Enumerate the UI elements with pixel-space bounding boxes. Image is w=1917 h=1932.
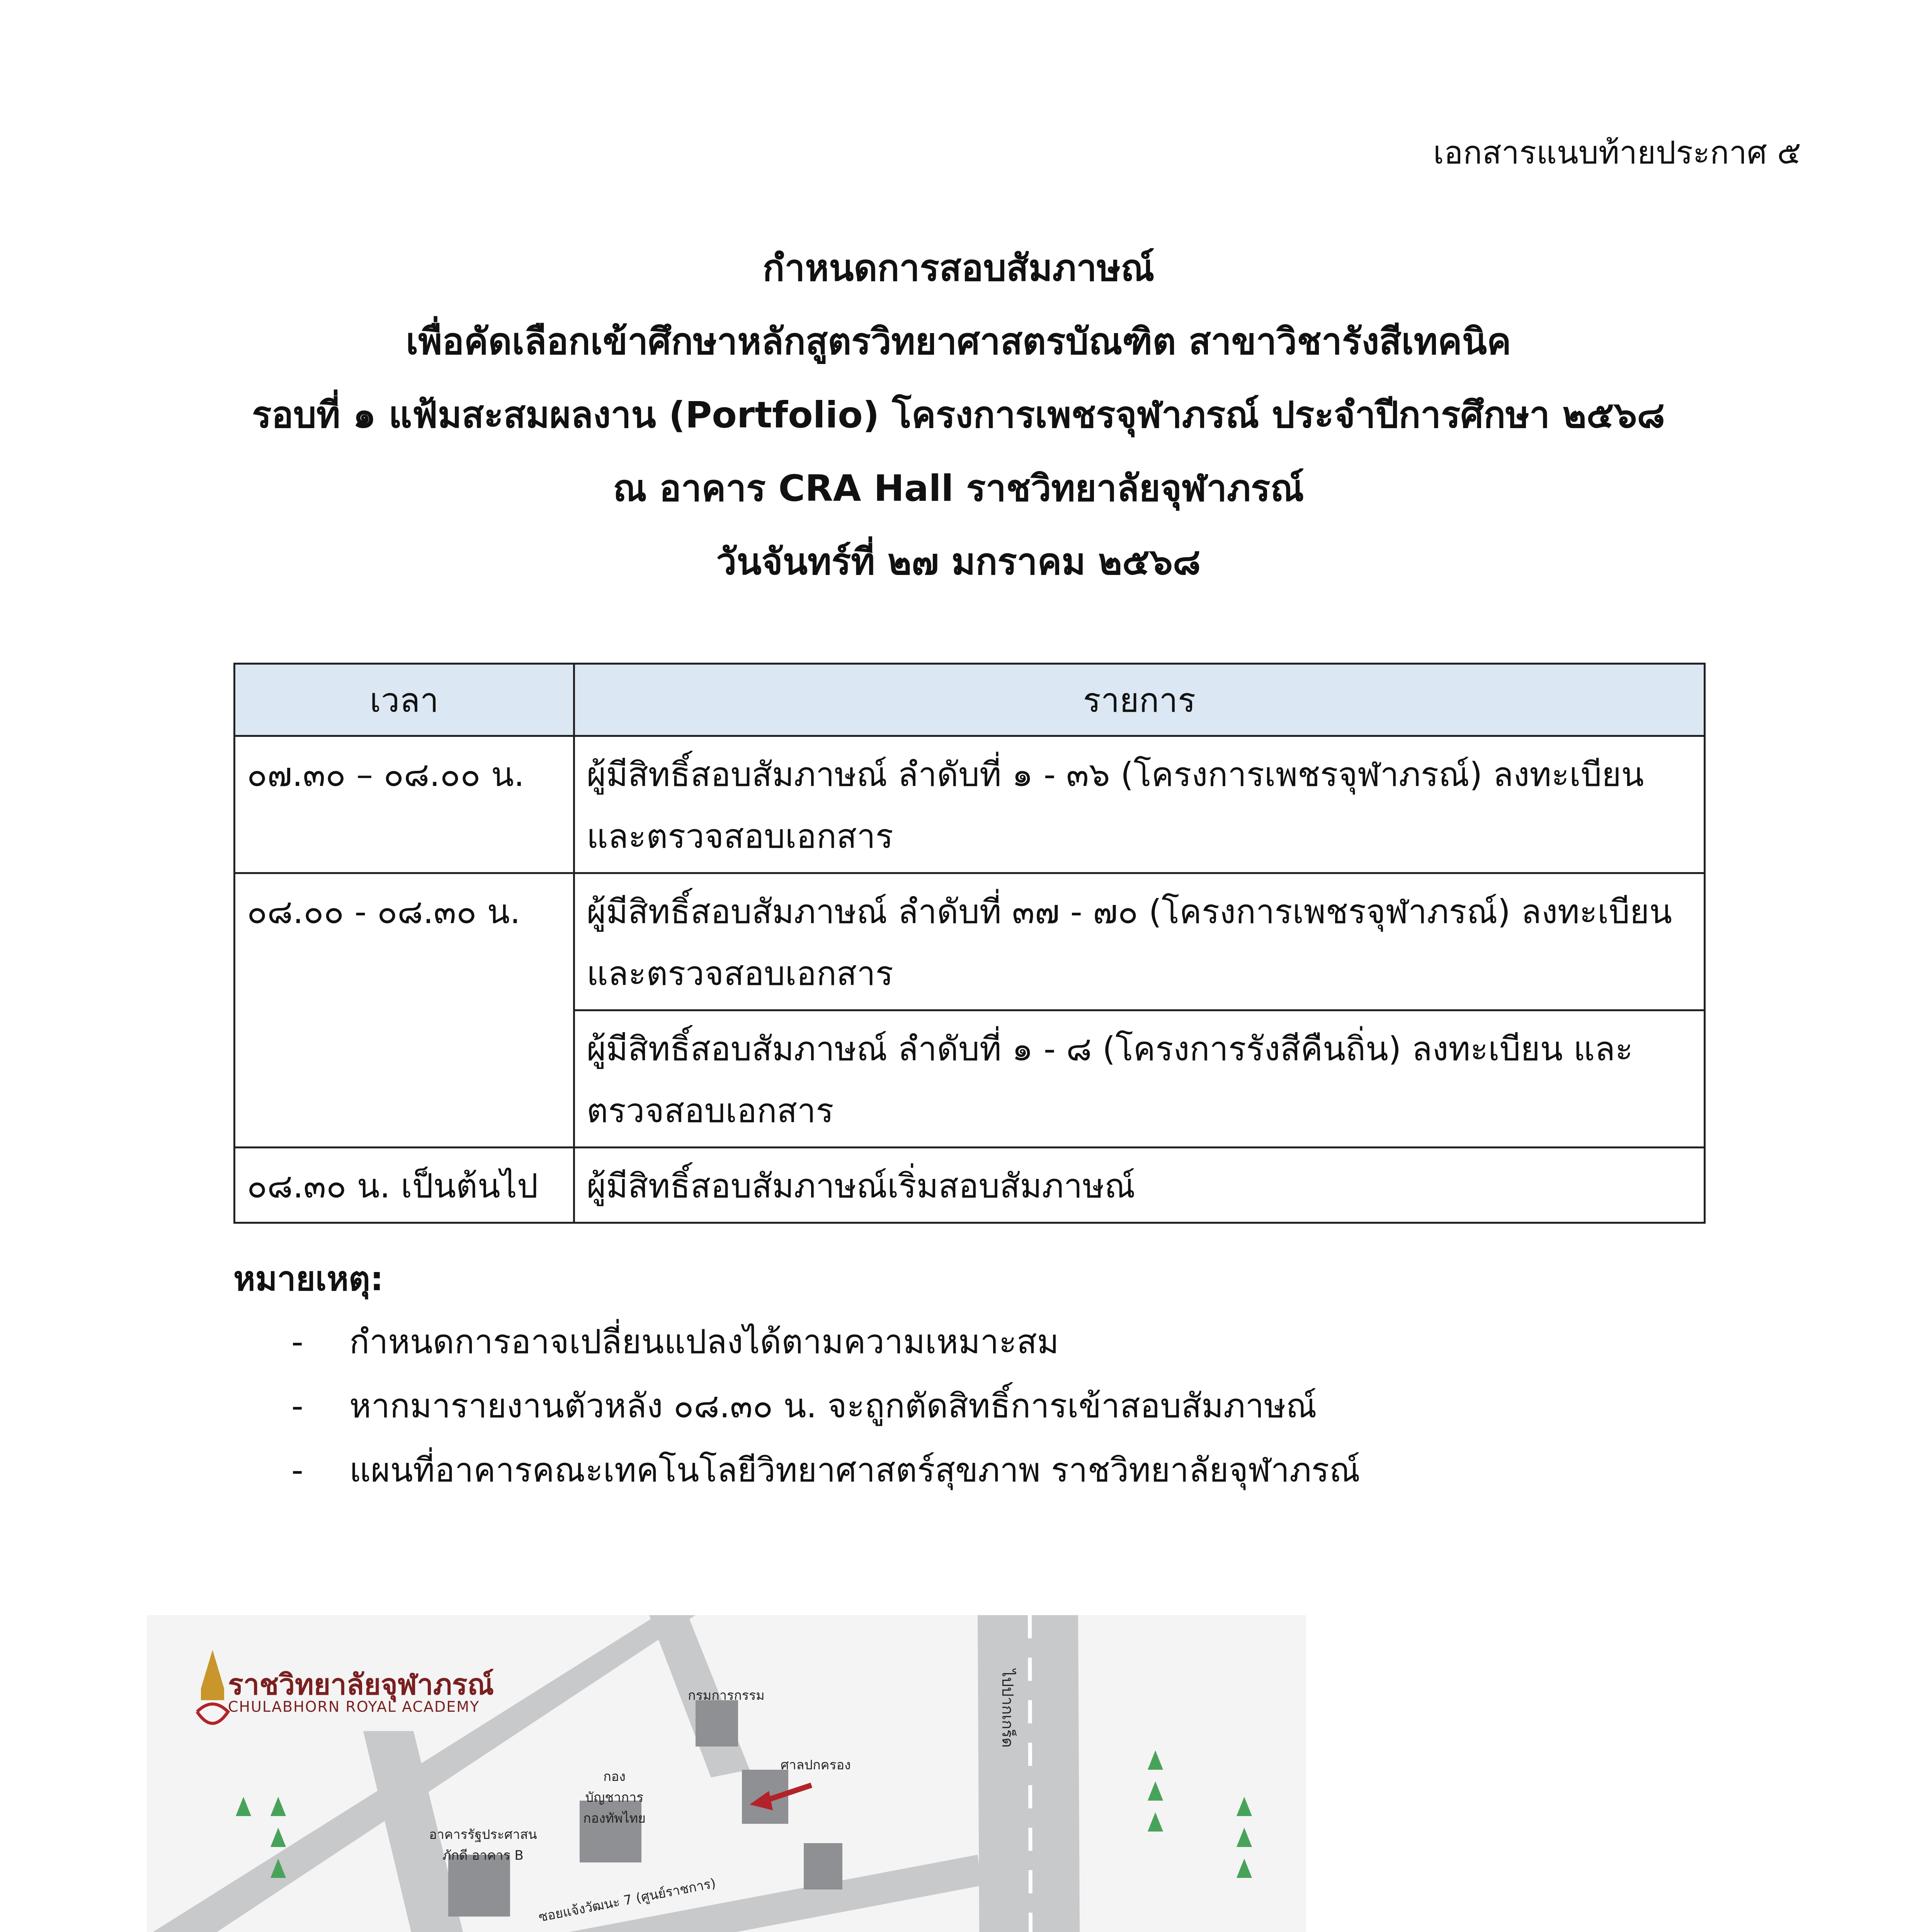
table-row xyxy=(235,873,1705,1010)
table-header-row xyxy=(235,664,1705,736)
title-line-4: ณ อาคาร CRA Hall ราชวิทยาลัยจุฬาภรณ์ xyxy=(613,468,1304,510)
notes-heading: หมายเหตุ: xyxy=(233,1260,384,1298)
map-label-govt-b: อาคารรัฐประศาสนภักดี อาคาร B xyxy=(429,1827,537,1863)
time-cell: ๐๘.๓๐ น. เป็นต้นไป xyxy=(235,1148,574,1223)
time-cell: ๐๘.๐๐ - ๐๘.๓๐ น. xyxy=(235,873,574,1148)
map-logo-thai: ราชวิทยาลัยจุฬาภรณ์ xyxy=(228,1668,494,1701)
title-line-3: รอบที่ ๑ แฟ้มสะสมผลงาน (Portfolio) โครงการเพชรจุฬาภรณ์ ประจำปีการศึกษา ๒๕๖๘ xyxy=(252,394,1665,436)
map-label-rtarf: กองบัญชาการ กองทัพไทย xyxy=(583,1769,646,1826)
document-reference: เอกสารแนบท้ายประกาศ ๕ xyxy=(1433,134,1801,171)
title-line-5: วันจันทร์ที่ ๒๗ มกราคม ๒๕๖๘ xyxy=(716,541,1201,583)
header-time: เวลา xyxy=(235,664,574,736)
header-items: รายการ xyxy=(574,664,1705,736)
map-logo-english: CHULABHORN ROYAL ACADEMY xyxy=(228,1698,480,1715)
title-line-2: เพื่อคัดเลือกเข้าศึกษาหลักสูตรวิทยาศาสตรบัณฑิต สาขาวิชารังสีเทคนิค xyxy=(406,321,1511,363)
map-label-admin-court: ศาลปกครอง xyxy=(781,1757,851,1773)
note-item: - กำหนดการอาจเปลี่ยนแปลงได้ตามความเหมาะสม xyxy=(291,1323,1059,1361)
item-cell: ผู้มีสิทธิ์สอบสัมภาษณ์ ลำดับที่ ๑ - ๓๖ (โครงการเพชรจุฬาภรณ์) ลงทะเบียน และตรวจสอบเอกสาร xyxy=(574,736,1705,873)
item-cell: ผู้มีสิทธิ์สอบสัมภาษณ์เริ่มสอบสัมภาษณ์ xyxy=(574,1148,1705,1223)
table-row xyxy=(235,1148,1705,1223)
map-label-to-pakkret: ไปปากเกร็ด xyxy=(998,1669,1016,1748)
map-label-dept: กรมการกรรม xyxy=(688,1688,765,1703)
schedule-table xyxy=(233,663,1706,1224)
note-item: - แผนที่อาคารคณะเทคโนโลยีวิทยาศาสตร์สุขภาพ ราชวิทยาลัยจุฬาภรณ์ xyxy=(291,1451,1360,1490)
campus-map xyxy=(147,1615,1306,1932)
title-block xyxy=(0,232,1917,599)
item-cell: ผู้มีสิทธิ์สอบสัมภาษณ์ ลำดับที่ ๑ - ๘ (โครงการรังสีคืนถิ่น) ลงทะเบียน และตรวจสอบเอกสาร xyxy=(574,1010,1705,1148)
time-cell: ๐๗.๓๐ – ๐๘.๐๐ น. xyxy=(235,736,574,873)
note-item: - หากมารายงานตัวหลัง ๐๘.๓๐ น. จะถูกตัดสิทธิ์การเข้าสอบสัมภาษณ์ xyxy=(291,1387,1317,1425)
title-line-1: กำหนดการสอบสัมภาษณ์ xyxy=(762,247,1155,289)
notes-section xyxy=(233,1248,1360,1502)
table-row xyxy=(235,736,1705,873)
map-label-soi7: ซอยแจ้งวัฒนะ 7 (ศูนย์ราชการ) xyxy=(537,1875,717,1925)
item-cell: ผู้มีสิทธิ์สอบสัมภาษณ์ ลำดับที่ ๓๗ - ๗๐ (โครงการเพชรจุฬาภรณ์) ลงทะเบียน และตรวจสอบเอกสาร xyxy=(574,873,1705,1010)
